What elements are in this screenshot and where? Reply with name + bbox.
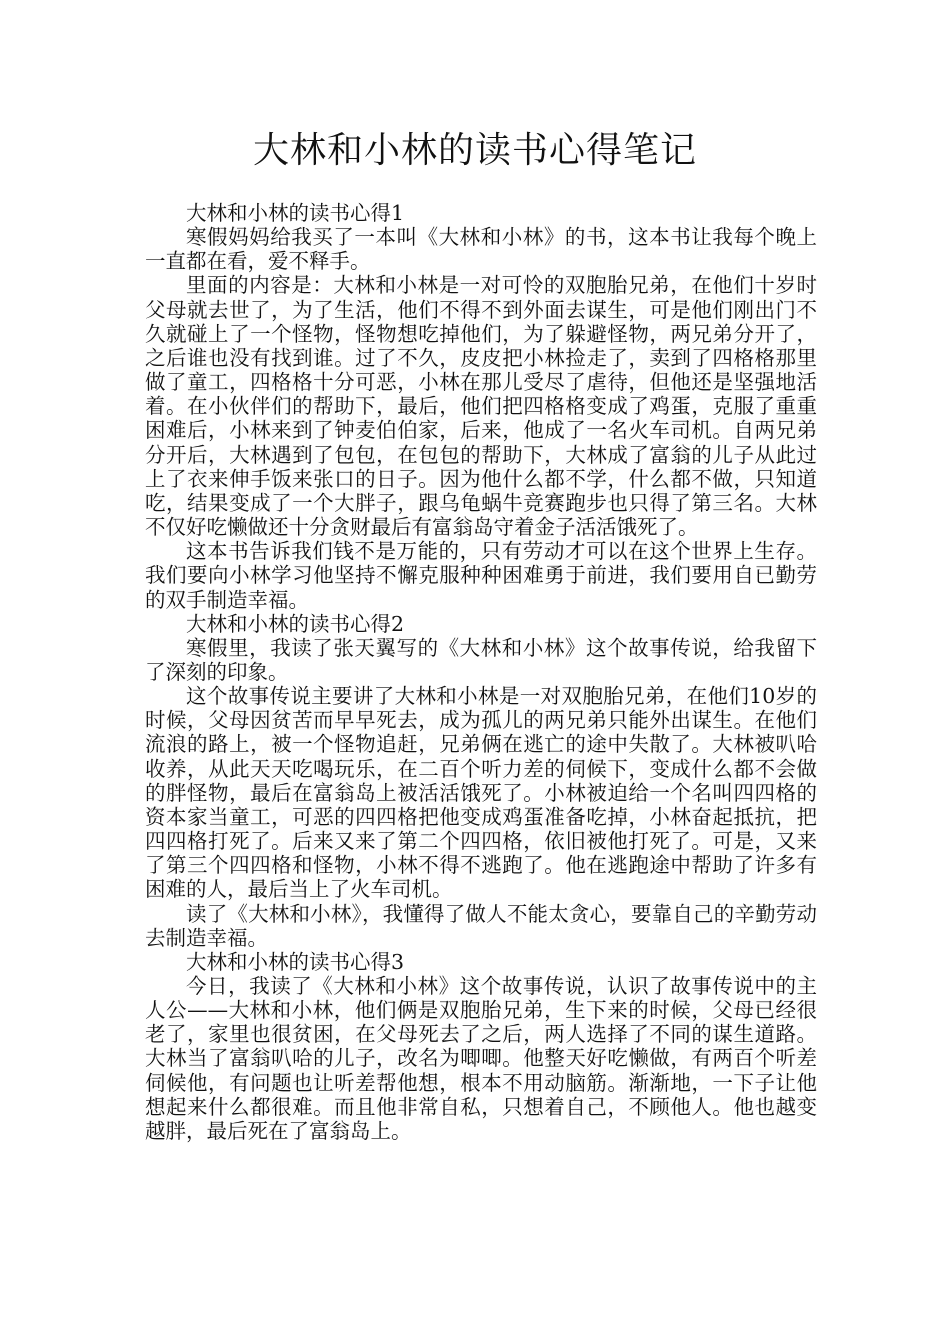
document-title: 大林和小林的读书心得笔记 (252, 130, 697, 171)
body-paragraph: 今日，我读了《大林和小林》这个故事传说，认识了故事传说中的主人公——大林和小林，他们俩是双胞胎兄弟，生下来的时候，父母已经很老了，家里也很贫困，在父母死去了之后，两人选择了不同的谋生道路。大林当了富翁叭哈的儿子，改名为唧唧。他整天好吃懒做，有两百个听差伺候他，有问题也让听差帮他想，根本不用动脑筋。渐渐地，一下子让他想起来什么都很难。而且他非常自私，只想着自己，不顾他人。他也越变越胖，最后死在了富翁岛上。 (145, 974, 817, 1143)
body-paragraph: 这个故事传说主要讲了大林和小林是一对双胞胎兄弟，在他们10岁的时候，父母因贫苦而早早死去，成为孤儿的两兄弟只能外出谋生。在他们流浪的路上，被一个怪物追赶，兄弟俩在逃亡的途中失散了。大林被叭哈收养，从此天天吃喝玩乐，在二百个听力差的伺候下，变成什么都不会做的胖怪物，最后在富翁岛上被活活饿死了。小林被迫给一个名叫四四格的资本家当童工，可恶的四四格把他变成鸡蛋准备吃掉，小林奋起抵抗，把四四格打死了。后来又来了第二个四四格，依旧被他打死了。可是，又来了第三个四四格和怪物，小林不得不逃跑了。他在逃跑途中帮助了许多有困难的人，最后当上了火车司机。 (145, 684, 817, 902)
body-paragraph: 读了《大林和小林》，我懂得了做人不能太贪心，要靠自己的辛勤劳动去制造幸福。 (145, 901, 817, 950)
section-heading: 大林和小林的读书心得1 (186, 201, 405, 225)
document-body (145, 201, 817, 1143)
body-paragraph: 寒假里，我读了张天翼写的《大林和小林》这个故事传说，给我留下了深刻的印象。 (145, 635, 817, 684)
body-paragraph: 里面的内容是：大林和小林是一对可怜的双胞胎兄弟，在他们十岁时父母就去世了，为了生活，他们不得不到外面去谋生，可是他们刚出门不久就碰上了一个怪物，怪物想吃掉他们，为了躲避怪物，两兄弟分开了，之后谁也没有找到谁。过了不久，皮皮把小林捡走了，卖到了四格格那里做了童工，四格格十分可恶，小林在那儿受尽了虐待，但他还是坚强地活着。在小伙伴们的帮助下，最后，他们把四格格变成了鸡蛋，克服了重重困难后，小林来到了钟麦伯伯家，后来，他成了一名火车司机。自两兄弟分开后，大林遇到了包包，在包包的帮助下，大林成了富翁的儿子从此过上了衣来伸手饭来张口的日子。因为他什么都不学，什么都不做，只知道吃，结果变成了一个大胖子，跟乌龟蜗牛竞赛跑步也只得了第三名。大林不仅好吃懒做还十分贪财最后有富翁岛守着金子活活饿死了。 (145, 273, 817, 540)
body-paragraph: 这本书告诉我们钱不是万能的，只有劳动才可以在这个世界上生存。我们要向小林学习他坚持不懈克服种种困难勇于前进，我们要用自已勤劳的双手制造幸福。 (145, 539, 817, 612)
section-heading: 大林和小林的读书心得3 (186, 949, 405, 974)
body-paragraph: 寒假妈妈给我买了一本叫《大林和小林》的书，这本书让我每个晚上一直都在看，爱不释手。 (145, 225, 817, 274)
section-heading: 大林和小林的读书心得2 (186, 611, 405, 636)
